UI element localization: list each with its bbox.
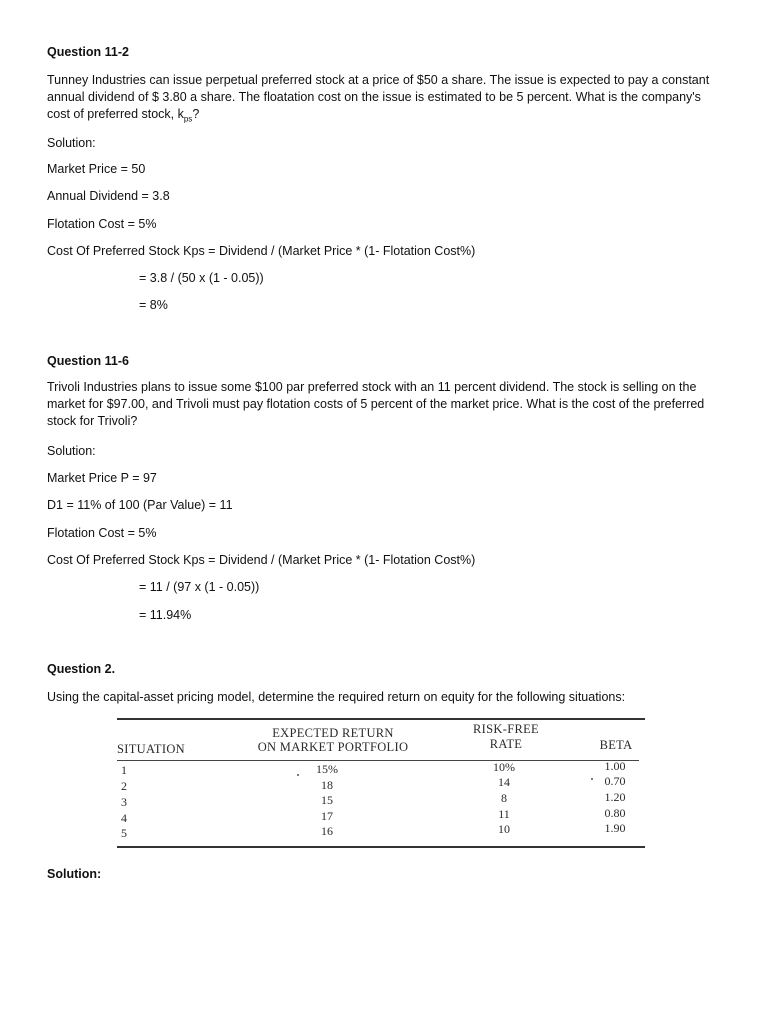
q2-d1: D1 = 11% of 100 (Par Value) = 11	[47, 498, 233, 512]
q1-annual-dividend: Annual Dividend = 3.8	[47, 189, 170, 203]
q2-market-price: Market Price P = 97	[47, 471, 157, 485]
header-beta: BETA	[599, 738, 633, 752]
cell-risk-free: 10	[498, 822, 510, 836]
cell-situation: 3	[121, 795, 127, 809]
cell-situation: 4	[121, 811, 127, 825]
q1-problem	[47, 72, 722, 128]
cell-risk-free: 10%	[493, 760, 515, 774]
q3-problem: Using the capital-asset pricing model, determine the required return on equity for the following situations:	[47, 690, 626, 704]
scan-speck	[591, 778, 593, 780]
q3-solution-label: Solution:	[47, 867, 102, 881]
header-risk-free-line1: RISK-FREE	[473, 722, 539, 736]
q1-problem-subscript: ps	[183, 114, 193, 124]
cell-beta: 1.20	[604, 790, 626, 804]
cell-expected-return: 15	[321, 793, 333, 807]
capm-table-image	[117, 718, 645, 853]
header-expected-return-line2: ON MARKET PORTFOLIO	[257, 740, 409, 754]
table-bottom-rule	[117, 846, 645, 848]
cell-expected-return: 16	[321, 824, 333, 838]
q1-market-price: Market Price = 50	[47, 162, 146, 176]
cell-beta: 0.80	[604, 806, 626, 820]
table-header-rule	[117, 760, 639, 761]
cell-situation: 2	[121, 779, 127, 793]
header-situation: SITUATION	[117, 742, 185, 756]
q2-problem: Trivoli Industries plans to issue some $100 par preferred stock with an 11 percent dividend. The stock is selling on the market for $97.00, and Trivoli must pay flotation costs of 5 percent of the market price. What is the cost of the preferred stock for Trivoli?	[47, 380, 705, 428]
q3-heading: Question 2.	[47, 662, 116, 676]
q1-step1: = 3.8 / (50 x (1 - 0.05))	[139, 271, 264, 285]
q2-flotation-cost: Flotation Cost = 5%	[47, 526, 157, 540]
q1-heading: Question 11-2	[47, 45, 129, 59]
cell-situation: 5	[121, 826, 127, 840]
q1-flotation-cost: Flotation Cost = 5%	[47, 217, 157, 231]
header-risk-free-line2: RATE	[489, 737, 523, 751]
cell-risk-free: 14	[498, 775, 510, 789]
q1-result: = 8%	[139, 298, 168, 312]
q2-result: = 11.94%	[139, 608, 192, 622]
cell-beta: 1.00	[604, 759, 626, 773]
scan-speck	[297, 774, 299, 776]
cell-beta: 0.70	[604, 774, 626, 788]
cell-expected-return: 17	[321, 809, 333, 823]
cell-expected-return: 15%	[316, 762, 338, 776]
q1-problem-end: ?	[192, 107, 200, 121]
q2-solution-label: Solution:	[47, 444, 96, 458]
cell-risk-free: 8	[501, 791, 507, 805]
table-top-rule	[117, 718, 645, 720]
q1-problem-text: Tunney Industries can issue perpetual preferred stock at a price of $50 a share. The issue is expected to pay a constant annual dividend of $ 3.80 a share. The floatation cost on the issue is estimated to be 5 percent. What is the company's cost of preferred stock, k	[47, 73, 710, 121]
q1-solution-label: Solution:	[47, 136, 96, 150]
q2-formula: Cost Of Preferred Stock Kps = Dividend / (Market Price * (1- Flotation Cost%)	[47, 553, 476, 567]
q1-formula: Cost Of Preferred Stock Kps = Dividend / (Market Price * (1- Flotation Cost%)	[47, 244, 476, 258]
header-expected-return-line1: EXPECTED RETURN	[272, 726, 394, 740]
q2-heading: Question 11-6	[47, 354, 129, 368]
q2-step1: = 11 / (97 x (1 - 0.05))	[139, 580, 260, 594]
cell-situation: 1	[121, 763, 127, 777]
cell-risk-free: 11	[498, 807, 510, 821]
cell-expected-return: 18	[321, 778, 333, 792]
cell-beta: 1.90	[604, 821, 626, 835]
